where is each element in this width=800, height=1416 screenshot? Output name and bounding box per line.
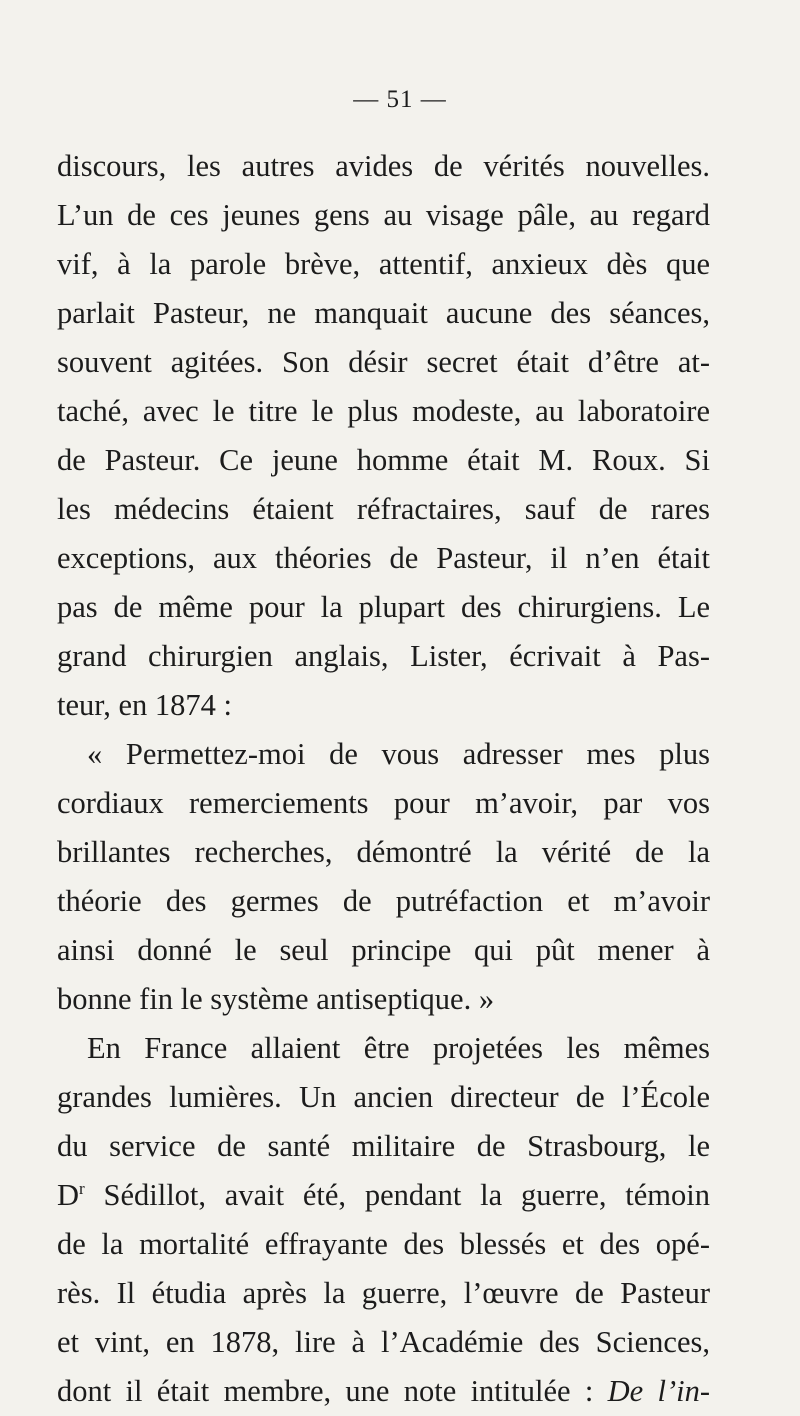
text-line-start: dont il était membre, une note intitulée : [57, 1374, 608, 1408]
text-line: souvent agitées. Son désir secret était d’être at- [57, 345, 710, 379]
text-line: grandes lumières. Un ancien directeur de l’École [57, 1080, 710, 1114]
text-line: de Pasteur. Ce jeune homme était M. Roux. Si [57, 443, 710, 477]
text-line: parlait Pasteur, ne manquait aucune des séances, [57, 296, 710, 330]
text-line: teur, en 1874 : [57, 688, 232, 722]
text-line: pas de même pour la plupart des chirurgiens. Le [57, 590, 710, 624]
text-line: les médecins étaient réfractaires, sauf de rares [57, 492, 710, 526]
text-line: du service de santé militaire de Strasbourg, le [57, 1129, 710, 1163]
text-line [57, 1367, 710, 1416]
text-line: En France allaient être projetées les mêmes [87, 1031, 710, 1065]
text-line [57, 1171, 710, 1220]
quote-line: théorie des germes de putréfaction et m’avoir [57, 884, 710, 918]
page-number: — 51 — [353, 86, 447, 113]
text-line: grand chirurgien anglais, Lister, écrivait à Pas- [57, 639, 710, 673]
quote-line: brillantes recherches, démontré la vérité de la [57, 835, 710, 869]
text-line: taché, avec le titre le plus modeste, au laboratoire [57, 394, 710, 428]
title-abbreviation: D [57, 1178, 80, 1212]
text-line: exceptions, aux théories de Pasteur, il n’en était [57, 541, 710, 575]
quote-line: bonne fin le système antiseptique. » [57, 982, 495, 1016]
quote-line: cordiaux remerciements pour m’avoir, par vos [57, 786, 710, 820]
title-superscript: r [79, 1179, 85, 1198]
text-line: vif, à la parole brève, attentif, anxieux dès que [57, 247, 710, 281]
quote-line: « Permettez-moi de vous adresser mes plus [87, 737, 710, 771]
text-line: L’un de ces jeunes gens au visage pâle, au regard [57, 198, 710, 232]
italic-title: De l’in- [607, 1374, 710, 1408]
text-line: rès. Il étudia après la guerre, l’œuvre de Pasteur [57, 1276, 710, 1310]
quote-line: ainsi donné le seul principe qui pût mener à [57, 933, 710, 967]
text-line: de la mortalité effrayante des blessés et des opé- [57, 1227, 710, 1261]
body-text [57, 142, 710, 1416]
text-line: et vint, en 1878, lire à l’Académie des Sciences, [57, 1325, 710, 1359]
text-line-rest: Sédillot, avait été, pendant la guerre, témoin [84, 1178, 710, 1212]
text-line: discours, les autres avides de vérités nouvelles. [57, 149, 710, 183]
